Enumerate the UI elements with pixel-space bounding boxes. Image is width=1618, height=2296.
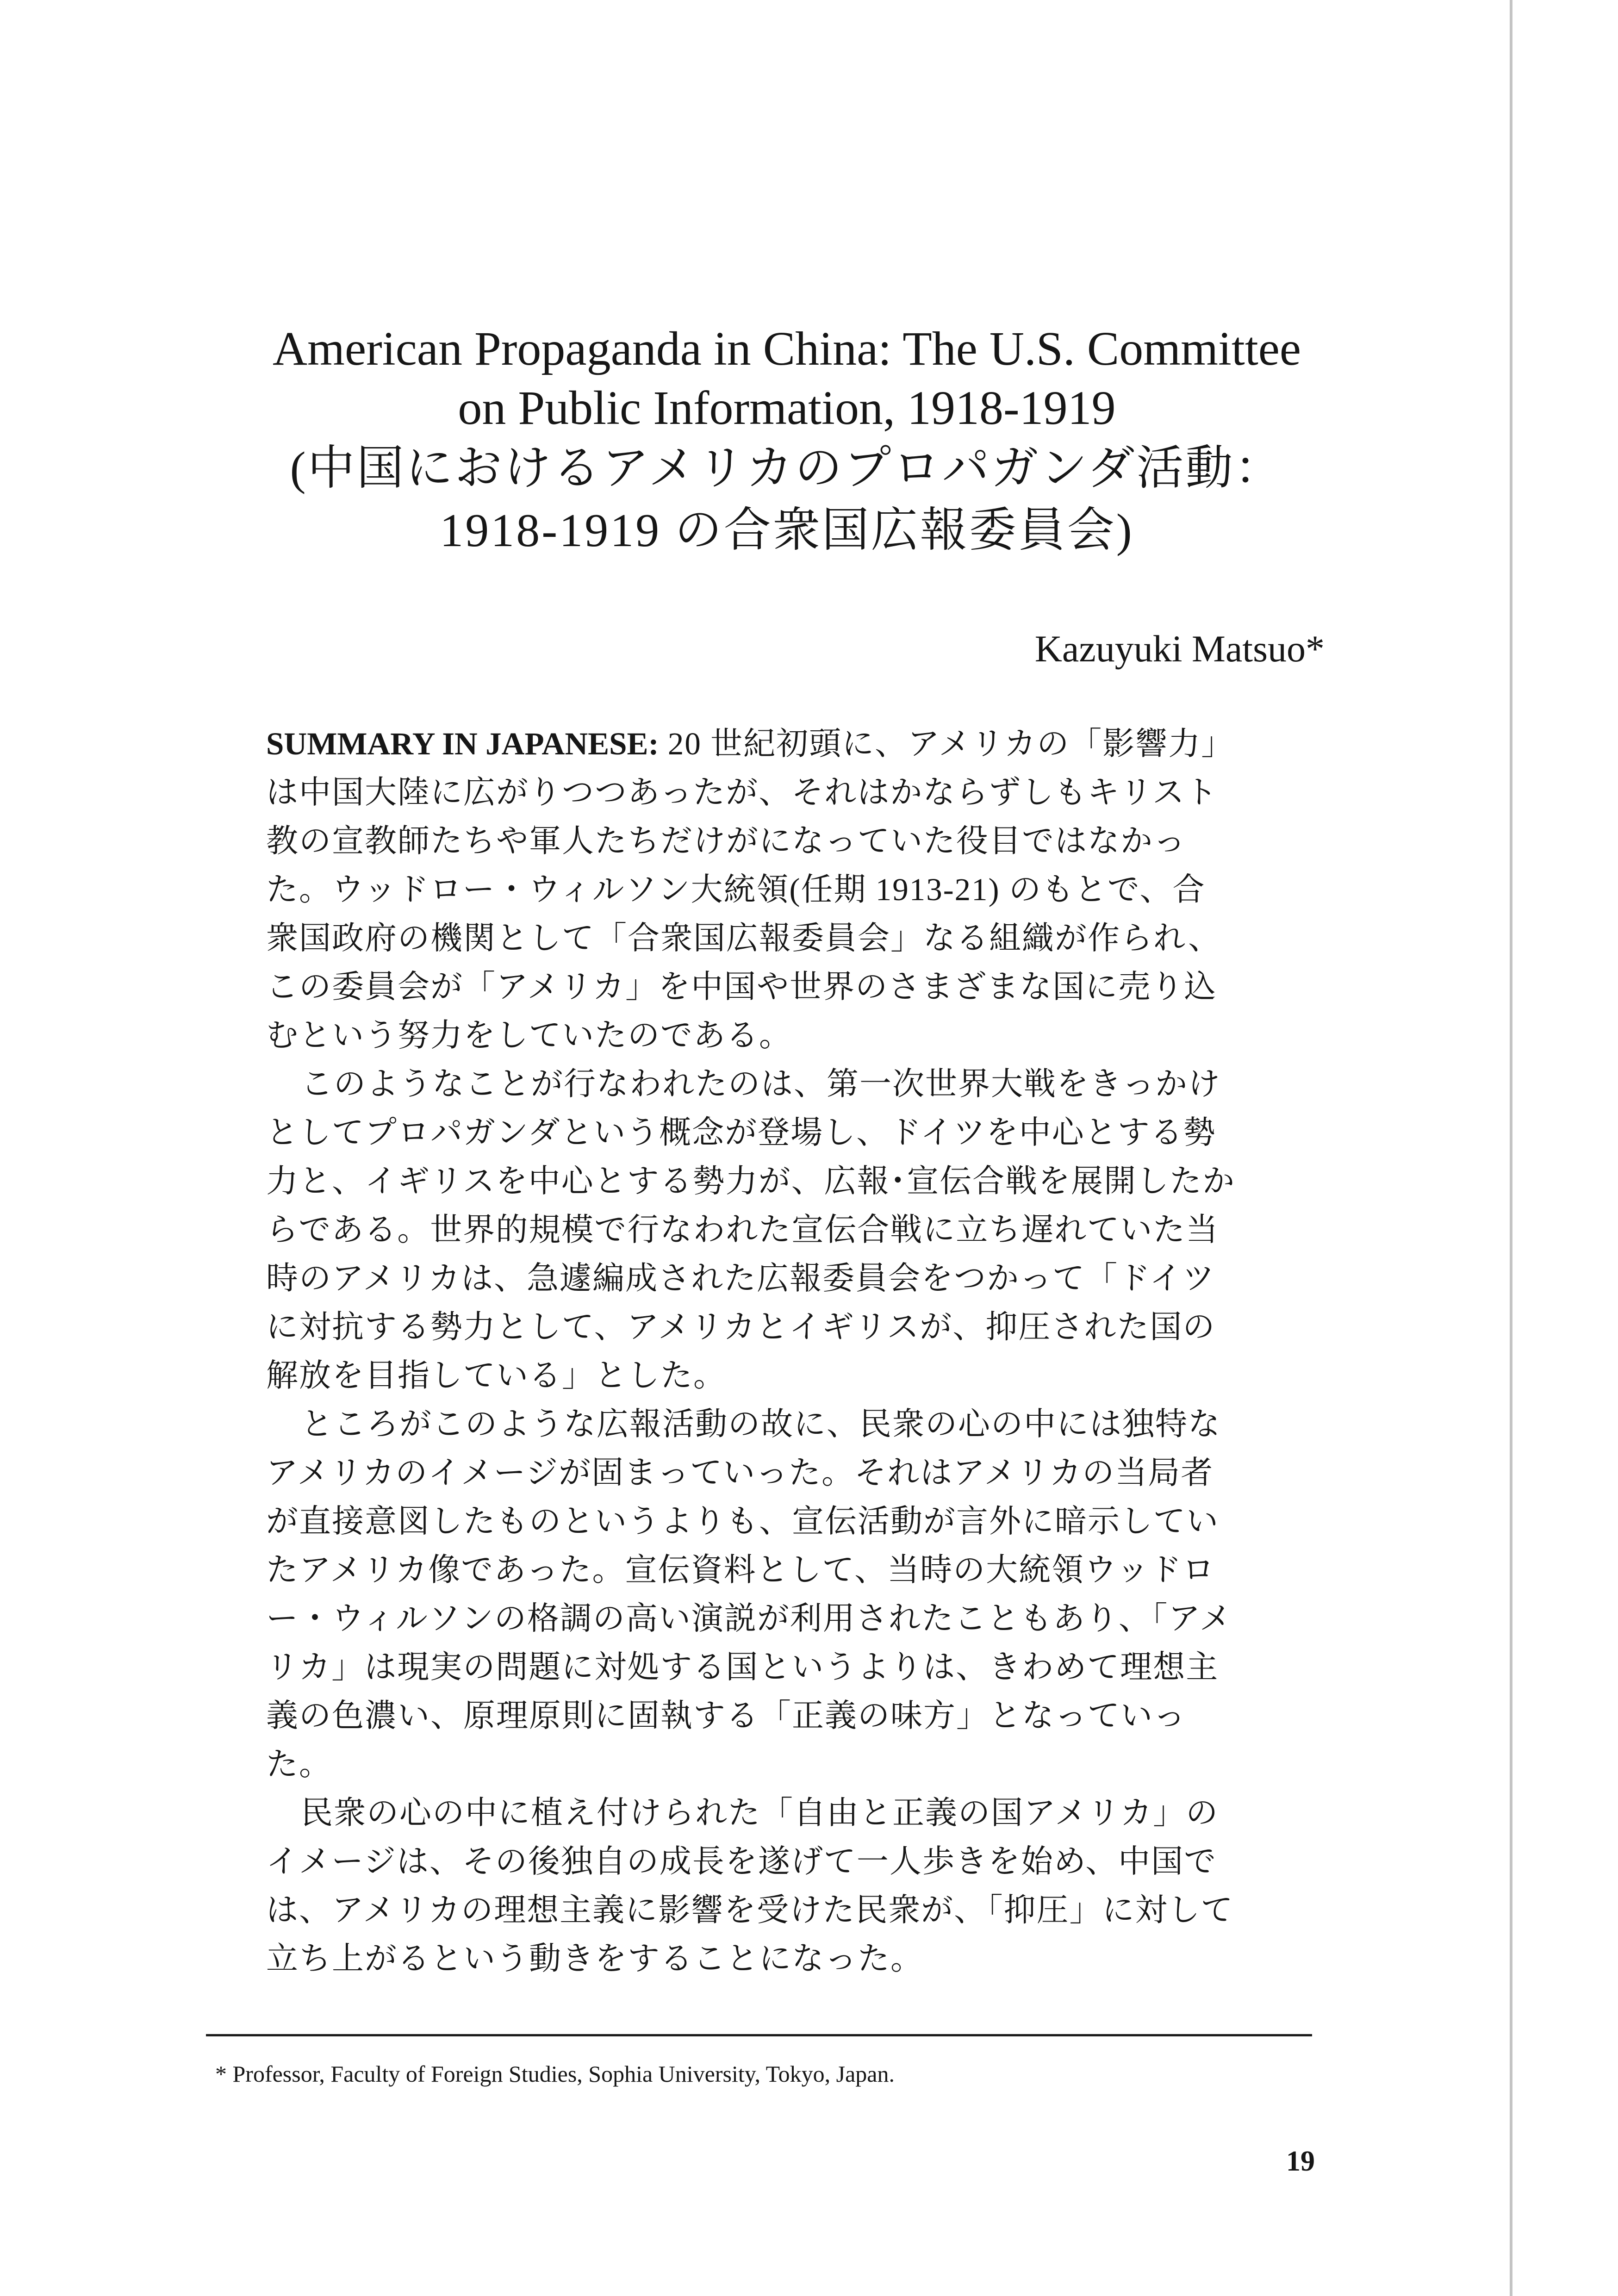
summary-paragraph-1 (266, 720, 1238, 1060)
page-number: 19 (1286, 2146, 1315, 2177)
title-line-1: American Propaganda in China: The U.S. Committee (272, 322, 1301, 375)
title-line-2: on Public Information, 1918-1919 (458, 381, 1116, 435)
summary-label: SUMMARY IN JAPANESE: (266, 726, 659, 761)
summary-section (266, 720, 1238, 1983)
summary-paragraph-3: ところがこのような広報活動の故に、民衆の心の中には独特なアメリカのイメージが固まっていった。それはアメリカの当局者が直接意図したものというよりも、宣伝活動が言外に暗示していたアメリカ像であった。宣伝資料として、当時の大統領ウッドロー・ウィルソンの格調の高い演説が利用されたこともあり、「アメリカ」は現実の問題に対処する国というよりは、きわめて理想主義の色濃い、原理原則に固執する「正義の味方」となっていった。 (266, 1406, 1232, 1782)
summary-paragraph-1-text: 20 世紀初頭に、アメリカの「影響力」は中国大陸に広がりつつあったが、それはかならずしもキリスト教の宣教師たちや軍人たちだけがになっていた役目ではなかった。ウッドロー・ウィルソン大統領(任期 1913-21) のもとで、合衆国政府の機関として「合衆国広報委員会」なる組織が作られ、この委員会が「アメリカ」を中国や世界のさまざまな国に売り込むという努力をしていたのである。 (266, 726, 1234, 1053)
footnote: * Professor, Faculty of Foreign Studies, Sophia University, Tokyo, Japan. (215, 2061, 895, 2087)
page-edge-line (1510, 0, 1512, 2296)
summary-paragraph-2: このようなことが行なわれたのは、第一次世界大戦をきっかけとしてプロパガンダという概念が登場し、ドイツを中心とする勢力と、イギリスを中心とする勢力が、広報･宣伝合戦を展開したからである。世界的規模で行なわれた宣伝合戦に立ち遅れていた当時のアメリカは、急遽編成された広報委員会をつかって「ドイツに対抗する勢力として、アメリカとイギリスが、抑圧された国の解放を目指している」とした。 (266, 1066, 1236, 1393)
footnote-divider (206, 2034, 1312, 2036)
article-title (185, 319, 1388, 562)
summary-paragraph-4: 民衆の心の中に植え付けられた「自由と正義の国アメリカ」のイメージは、その後独自の成長を遂げて一人歩きを始め、中国では、アメリカの理想主義に影響を受けた民衆が、「抑圧」に対して立ち上がるという動きをすることになった。 (266, 1795, 1234, 1976)
title-line-3: (中国におけるアメリカのプロパガンダ活動： (290, 442, 1284, 495)
author-name: Kazuyuki Matsuo* (1034, 628, 1325, 670)
title-line-4: 1918-1919 の合衆国広報委員会) (440, 504, 1134, 557)
